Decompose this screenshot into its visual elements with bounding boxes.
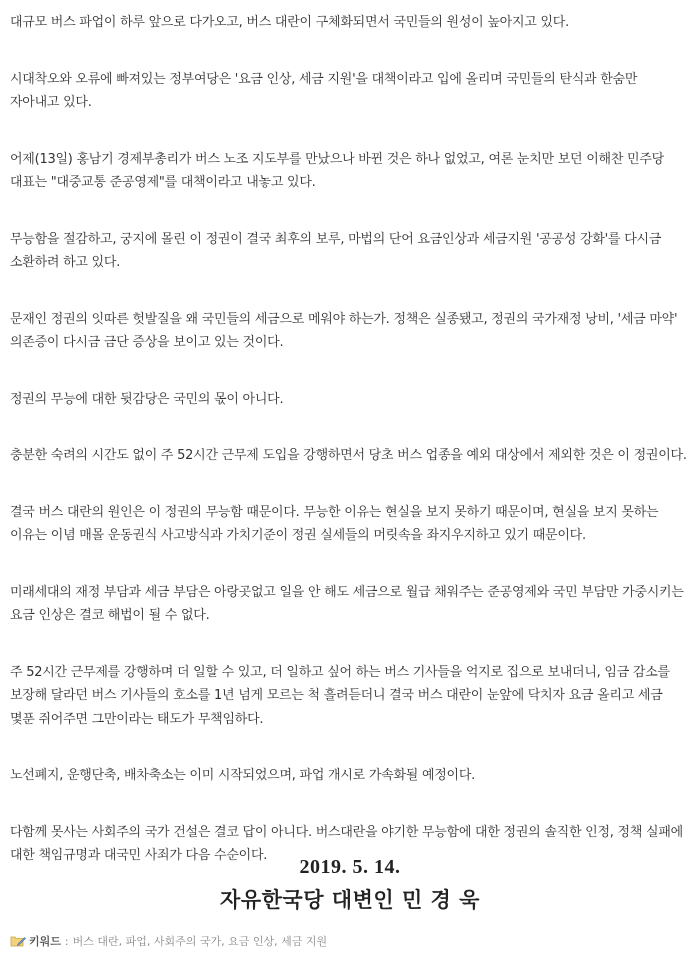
paragraph-5: 문재인 정권의 잇따른 헛발질을 왜 국민들의 세금으로 메워야 하는가. 정책은 실종됐고, 정권의 국가재정 낭비, '세금 마약' 의존증이 다시금 금단 증상을 보이고 있는 것이다. [10,311,678,350]
paragraph-2: 시대착오와 오류에 빠져있는 정부여당은 '요금 인상, 세금 지원'을 대책이라고 입에 올리며 국민들의 탄식과 한숨만 자아내고 있다. [10,71,638,110]
paragraph-12: 다함께 못사는 사회주의 국가 건설은 결코 답이 아니다. 버스대란을 야기한 무능함에 대한 정권의 솔직한 인정, 정책 실패에 대한 책임규명과 대국민 사죄가 다음 수순이다. [10,824,683,863]
paragraph-11: 노선폐지, 운행단축, 배차축소는 이미 시작되었으며, 파업 개시로 가속화될 예정이다. [10,768,476,783]
keywords-label: 키워드 [29,935,61,948]
paragraph-7: 충분한 숙려의 시간도 없이 주 52시간 근무제 도입을 강행하면서 당초 버스 업종을 예외 대상에서 제외한 것은 이 정권이다. [10,448,687,463]
folder-pencil-icon [10,935,26,947]
paragraph-8: 결국 버스 대란의 원인은 이 정권의 무능함 때문이다. 무능한 이유는 현실을 보지 못하기 때문이며, 현실을 보지 못하는 이유는 이념 매몰 운동권식 사고방식과 가치기준이 정권 실세들의 머릿속을 좌지우지하고 있기 때문이다. [10,504,659,543]
article-body [10,11,688,901]
paragraph-4: 무능함을 절감하고, 궁지에 몰린 이 정권이 결국 최후의 보루, 마법의 단어 요금인상과 세금지원 '공공성 강화'를 다시금 소환하려 하고 있다. [10,231,662,270]
signature-spokesperson: 자유한국당 대변인 민 경 욱 [220,888,480,912]
paragraph-6: 정권의 무능에 대한 뒷감당은 국민의 몫이 아니다. [10,391,284,407]
keywords-line [10,933,327,949]
paragraph-1: 대규모 버스 파업이 하루 앞으로 다가오고, 버스 대란이 구체화되면서 국민들의 원성이 높아지고 있다. [10,15,569,30]
paragraph-10: 주 52시간 근무제를 강행하며 더 일할 수 있고, 더 일하고 싶어 하는 버스 기사들을 억지로 집으로 보내더니, 임금 감소를 보장해 달라던 버스 기사들의 호소를 1년 넘게 모르는 척 흘려듣더니 결국 버스 대란이 눈앞에 닥치자 요금 올리고 세금 몇푼 쥐어주면 그만이라는 태도가 무책임하다. [10,664,670,727]
paragraph-3: 어제(13일) 홍남기 경제부총리가 버스 노조 지도부를 만났으나 바뀐 것은 하나 없었고, 여론 눈치만 보던 이해찬 민주당 대표는 "대중교통 준공영제"를 대책이라고 내놓고 있다. [10,151,664,190]
signature-date: 2019. 5. 14. [299,856,401,878]
paragraph-9: 미래세대의 재정 부담과 세금 부담은 아랑곳없고 일을 안 해도 세금으로 월급 채워주는 준공영제와 국민 부담만 가중시키는 요금 인상은 결코 해법이 될 수 없다. [10,584,684,623]
keywords-separator: : [64,934,69,948]
keywords-text: 버스 대란, 파업, 사회주의 국가, 요금 인상, 세금 지원 [72,935,328,948]
